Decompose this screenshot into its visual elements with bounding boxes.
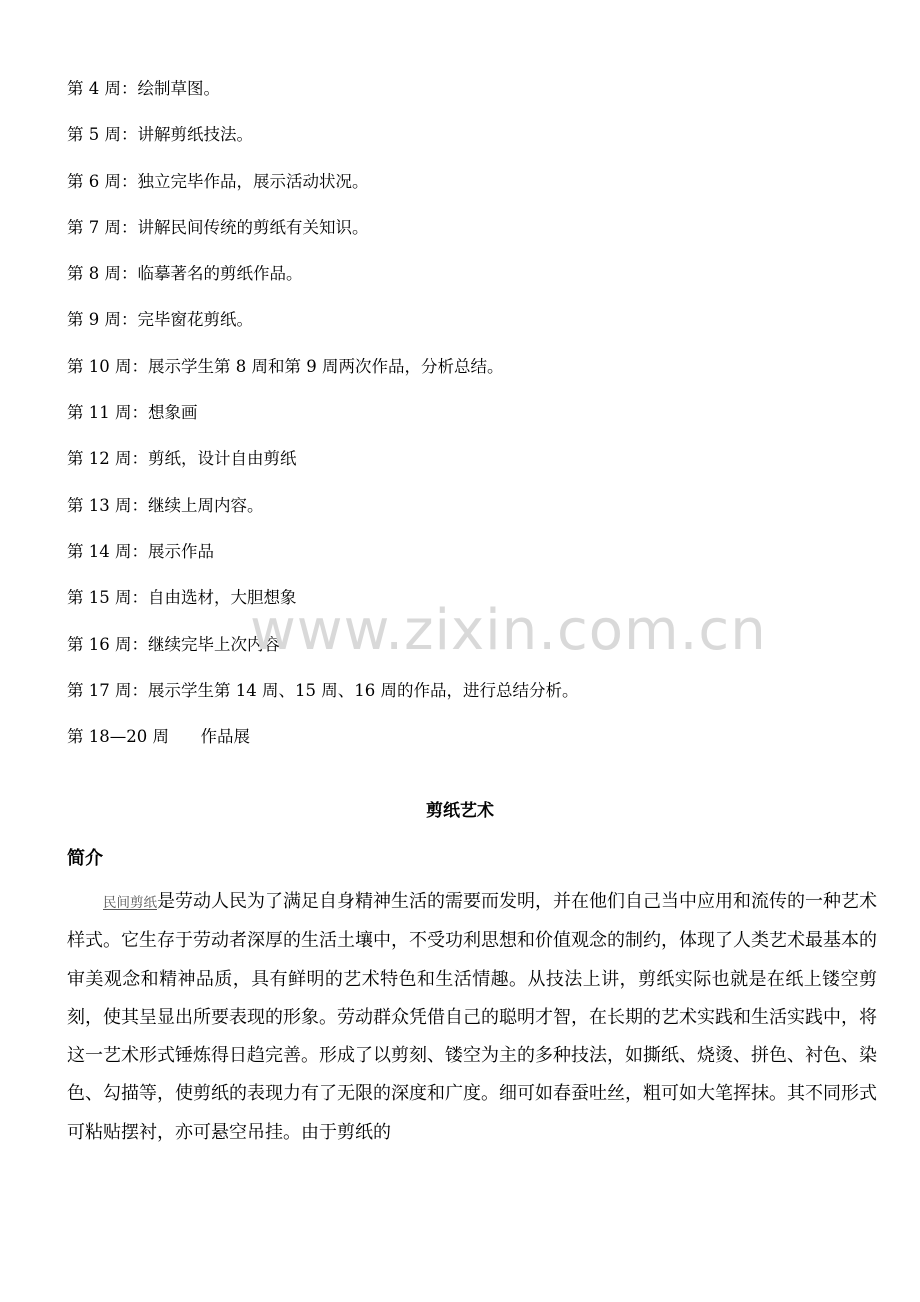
schedule-line: 第 12 周：剪纸，设计自由剪纸 (67, 449, 297, 469)
intro-paragraph (67, 883, 877, 1152)
schedule-line: 第 9 周：完毕窗花剪纸。 (67, 310, 253, 330)
watermark: www.zixin.com.cn (250, 598, 767, 663)
schedule-line: 第 6 周：独立完毕作品，展示活动状况。 (67, 171, 369, 191)
schedule-line: 第 7 周：讲解民间传统的剪纸有关知识。 (67, 217, 369, 237)
schedule-line: 第 13 周：继续上周内容。 (67, 495, 264, 515)
weekly-schedule (67, 74, 867, 768)
schedule-line: 第 15 周：自由选材，大胆想象 (67, 588, 297, 608)
schedule-line: 第 8 周：临摹著名的剪纸作品。 (67, 264, 303, 284)
schedule-line: 第 5 周：讲解剪纸技法。 (67, 125, 253, 145)
schedule-line: 第 10 周：展示学生第 8 周和第 9 周两次作品，分析总结。 (67, 356, 504, 376)
section-subtitle: 简介 (67, 848, 103, 869)
schedule-line: 第 17 周：展示学生第 14 周、15 周、16 周的作品，进行总结分析。 (67, 680, 579, 700)
schedule-line: 第 14 周：展示作品 (67, 541, 214, 561)
schedule-line: 第 11 周：想象画 (67, 403, 198, 423)
schedule-line: 第 4 周：绘制草图。 (67, 79, 220, 98)
schedule-line: 第 18—20 周 作品展 (67, 727, 250, 747)
schedule-line: 第 16 周：继续完毕上次内容 (67, 634, 280, 654)
term-link[interactable]: 民间剪纸 (103, 895, 157, 911)
paragraph-text: 是劳动人民为了满足自身精神生活的需要而发明，并在他们自己当中应用和流传的一种艺术样式。它生存于劳动者深厚的生活土壤中，不受功利思想和价值观念的制约，体现了人类艺术最基本的审美观念和精神品质，具有鲜明的艺术特色和生活情趣。从技法上讲，剪纸实际也就是在纸上镂空剪刻，使其呈显出所要表现的形象。劳动群众凭借自己的聪明才智，在长期的艺术实践和生活实践中，将这一艺术形式锤炼得日趋完善。形成了以剪刻、镂空为主的多种技法，如撕纸、烧烫、拼色、衬色、染色、勾描等，使剪纸的表现力有了无限的深度和广度。细可如春蚕吐丝，粗可如大笔挥抹。其不同形式可粘贴摆衬，亦可悬空吊挂。由于剪纸的 (67, 891, 877, 1143)
section-title: 剪纸艺术 (426, 801, 494, 821)
